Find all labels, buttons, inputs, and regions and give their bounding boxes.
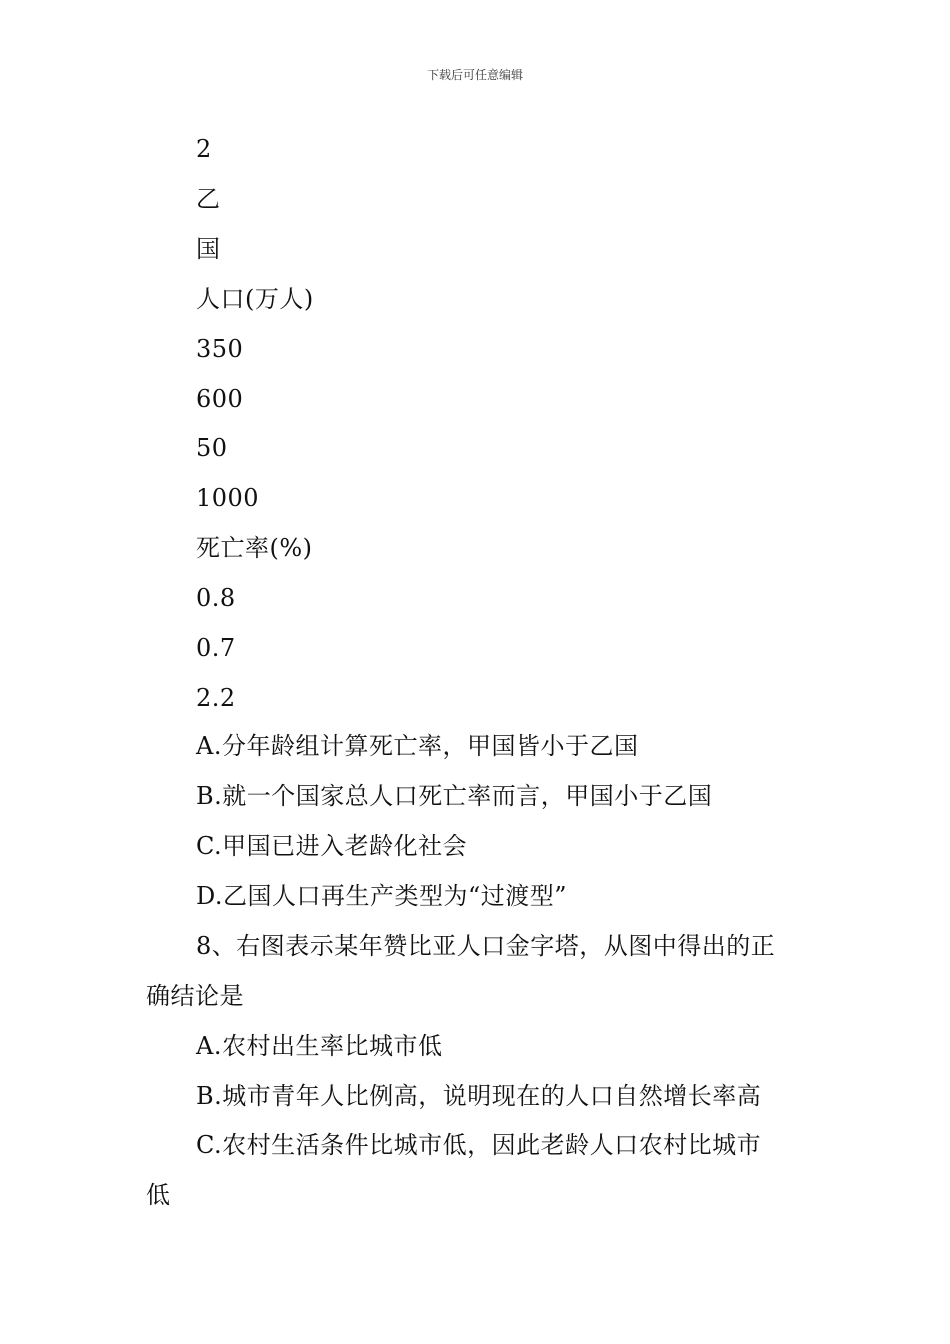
q7-option-b: B.就一个国家总人口死亡率而言，甲国小于乙国 [196,782,713,810]
table-cell: 0.7 [196,634,236,662]
q8-stem: 8、右图表示某年赞比亚人口金字塔，从图中得出的正 [196,932,776,960]
table-cell: 1000 [196,484,260,512]
table-cell: 2 [196,135,212,163]
table-cell: 350 [196,335,244,363]
q7-option-c: C.甲国已进入老龄化社会 [196,832,468,860]
q8-option-b: B.城市青年人比例高，说明现在的人口自然增长率高 [196,1082,762,1110]
table-cell: 50 [196,434,228,462]
q8-option-c-continued: 低 [146,1181,171,1209]
page-header: 下载后可任意编辑 [426,68,523,82]
table-cell: 国 [196,235,221,263]
table-cell: 0.8 [196,584,236,612]
table-cell: 2.2 [196,684,236,712]
q8-option-a: A.农村出生率比城市低 [196,1032,443,1060]
q7-option-d: D.乙国人口再生产类型为“过渡型” [196,882,568,910]
table-cell: 死亡率(%) [196,534,313,562]
table-cell: 人口(万人) [196,285,314,313]
table-cell: 600 [196,385,244,413]
q8-stem-continued: 确结论是 [146,982,244,1010]
q8-option-c: C.农村生活条件比城市低，因此老龄人口农村比城市 [196,1131,762,1159]
q7-option-a: A.分年龄组计算死亡率，甲国皆小于乙国 [196,732,639,760]
table-cell: 乙 [196,185,221,213]
